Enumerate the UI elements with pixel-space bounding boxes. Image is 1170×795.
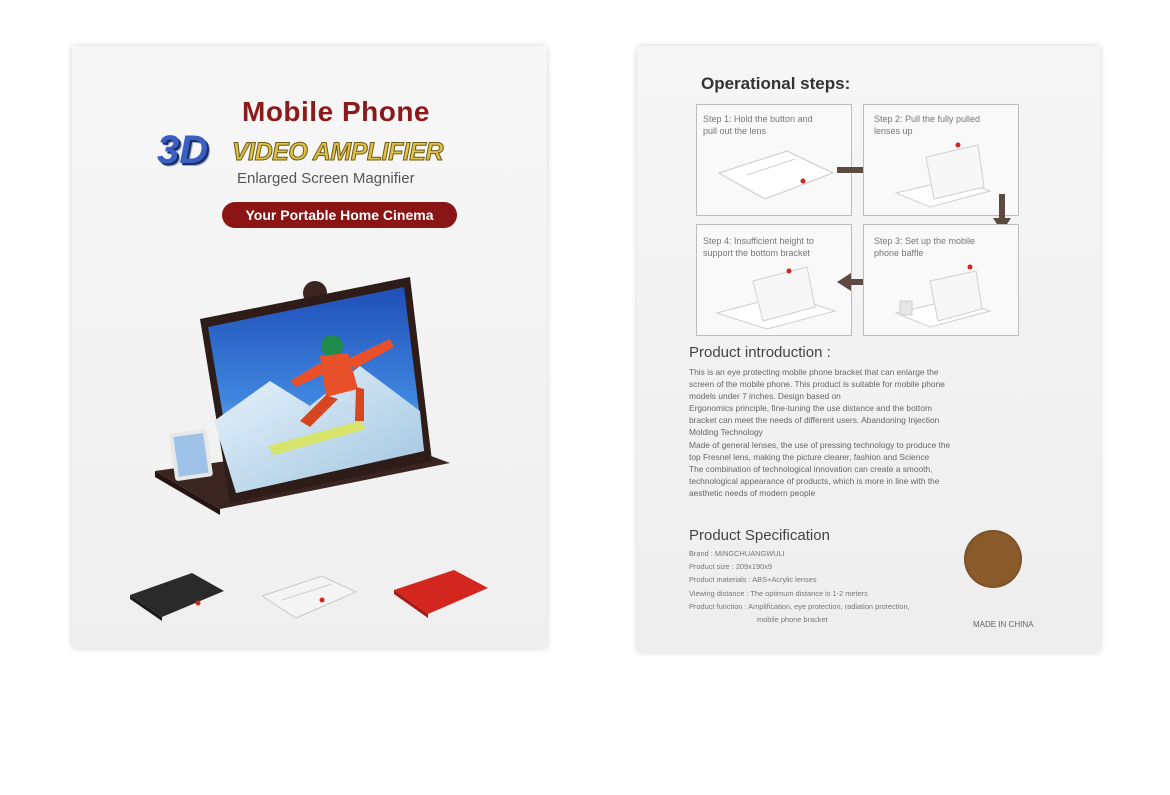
- intro-line: The combination of technological innovation can create a smooth,: [689, 463, 933, 474]
- intro-line: technological appearance of products, which is more in line with the: [689, 475, 940, 486]
- intro-line: top Fresnel lens, making the picture clearer, fashion and Science: [689, 451, 930, 462]
- step-3-caption-line1: Step 3: Set up the mobile: [874, 236, 976, 246]
- subtitle-enlarged-screen: Enlarged Screen Magnifier: [237, 170, 415, 187]
- made-in-china-label: MADE IN CHINA: [973, 620, 1034, 629]
- variant-black-image: [130, 573, 226, 623]
- intro-line: Molding Technology: [689, 427, 763, 438]
- title-mobile-phone: Mobile Phone: [242, 96, 430, 127]
- intro-line: models under 7 inches. Design based on: [689, 391, 841, 402]
- logo-3d: 3D: [157, 128, 209, 172]
- intro-line: This is an eye protecting mobile phone bracket that can enlarge the: [689, 367, 939, 377]
- step-3-panel: [863, 224, 1019, 336]
- product-introduction-title: Product introduction :: [689, 344, 831, 361]
- step-1-caption-line1: Step 1: Hold the button and: [703, 114, 813, 124]
- step-2-caption-line1: Step 2: Pull the fully pulled: [874, 114, 981, 124]
- product-specification-title: Product Specification: [689, 527, 830, 544]
- intro-line: Made of general lenses, the use of pressing technology to produce the: [689, 439, 951, 450]
- step-4-caption-line2: support the bottom bracket: [703, 248, 811, 258]
- step-4-panel: [696, 224, 852, 336]
- back-box-panel: [637, 46, 1100, 652]
- spec-line-function-cont: mobile phone bracket: [757, 615, 828, 624]
- step-4-image: [713, 261, 841, 331]
- step-1-caption-line2: pull out the lens: [703, 126, 767, 136]
- spec-line-materials: Product materials : ABS+Acrylic lenses: [689, 575, 817, 584]
- spec-line-size: Product size : 209x190x9: [689, 562, 772, 571]
- tagline-badge: Your Portable Home Cinema: [222, 202, 457, 228]
- variant-red-image: [394, 570, 490, 620]
- spec-line-function: Product function : Amplification, eye protection, radiation protection,: [689, 602, 910, 611]
- brown-color-swatch: [964, 530, 1022, 588]
- product-hero-image: [150, 271, 470, 521]
- step-3-caption-line2: phone baffle: [874, 248, 924, 258]
- variant-white-image: [262, 574, 358, 624]
- intro-line: bracket can meet the needs of different users. Abandoning Injection: [689, 415, 940, 426]
- step-1-panel: [696, 104, 852, 216]
- intro-line: aesthetic needs of modern people: [689, 487, 816, 498]
- title-video-amplifier: VIDEO AMPLIFIER: [232, 138, 444, 166]
- step-2-caption-line2: lenses up: [874, 126, 913, 136]
- step-2-image: [886, 139, 1006, 209]
- intro-line: screen of the mobile phone. This product is suitable for mobile phone: [689, 379, 945, 390]
- front-box-panel: [72, 46, 547, 648]
- step-3-image: [886, 259, 1006, 329]
- step-4-caption-line1: Step 4: Insufficient height to: [703, 236, 814, 246]
- product-introduction-text: [689, 366, 950, 499]
- spec-line-brand: Brand : MINGCHUANGWULI: [689, 549, 785, 558]
- spec-line-distance: Viewing distance : The optimum distance is 1-2 meters: [689, 589, 868, 598]
- intro-line: Ergonomics principle, fine-tuning the use distance and the bottom: [689, 403, 933, 414]
- operational-steps-title: Operational steps:: [701, 74, 851, 93]
- step-1-image: [717, 145, 837, 205]
